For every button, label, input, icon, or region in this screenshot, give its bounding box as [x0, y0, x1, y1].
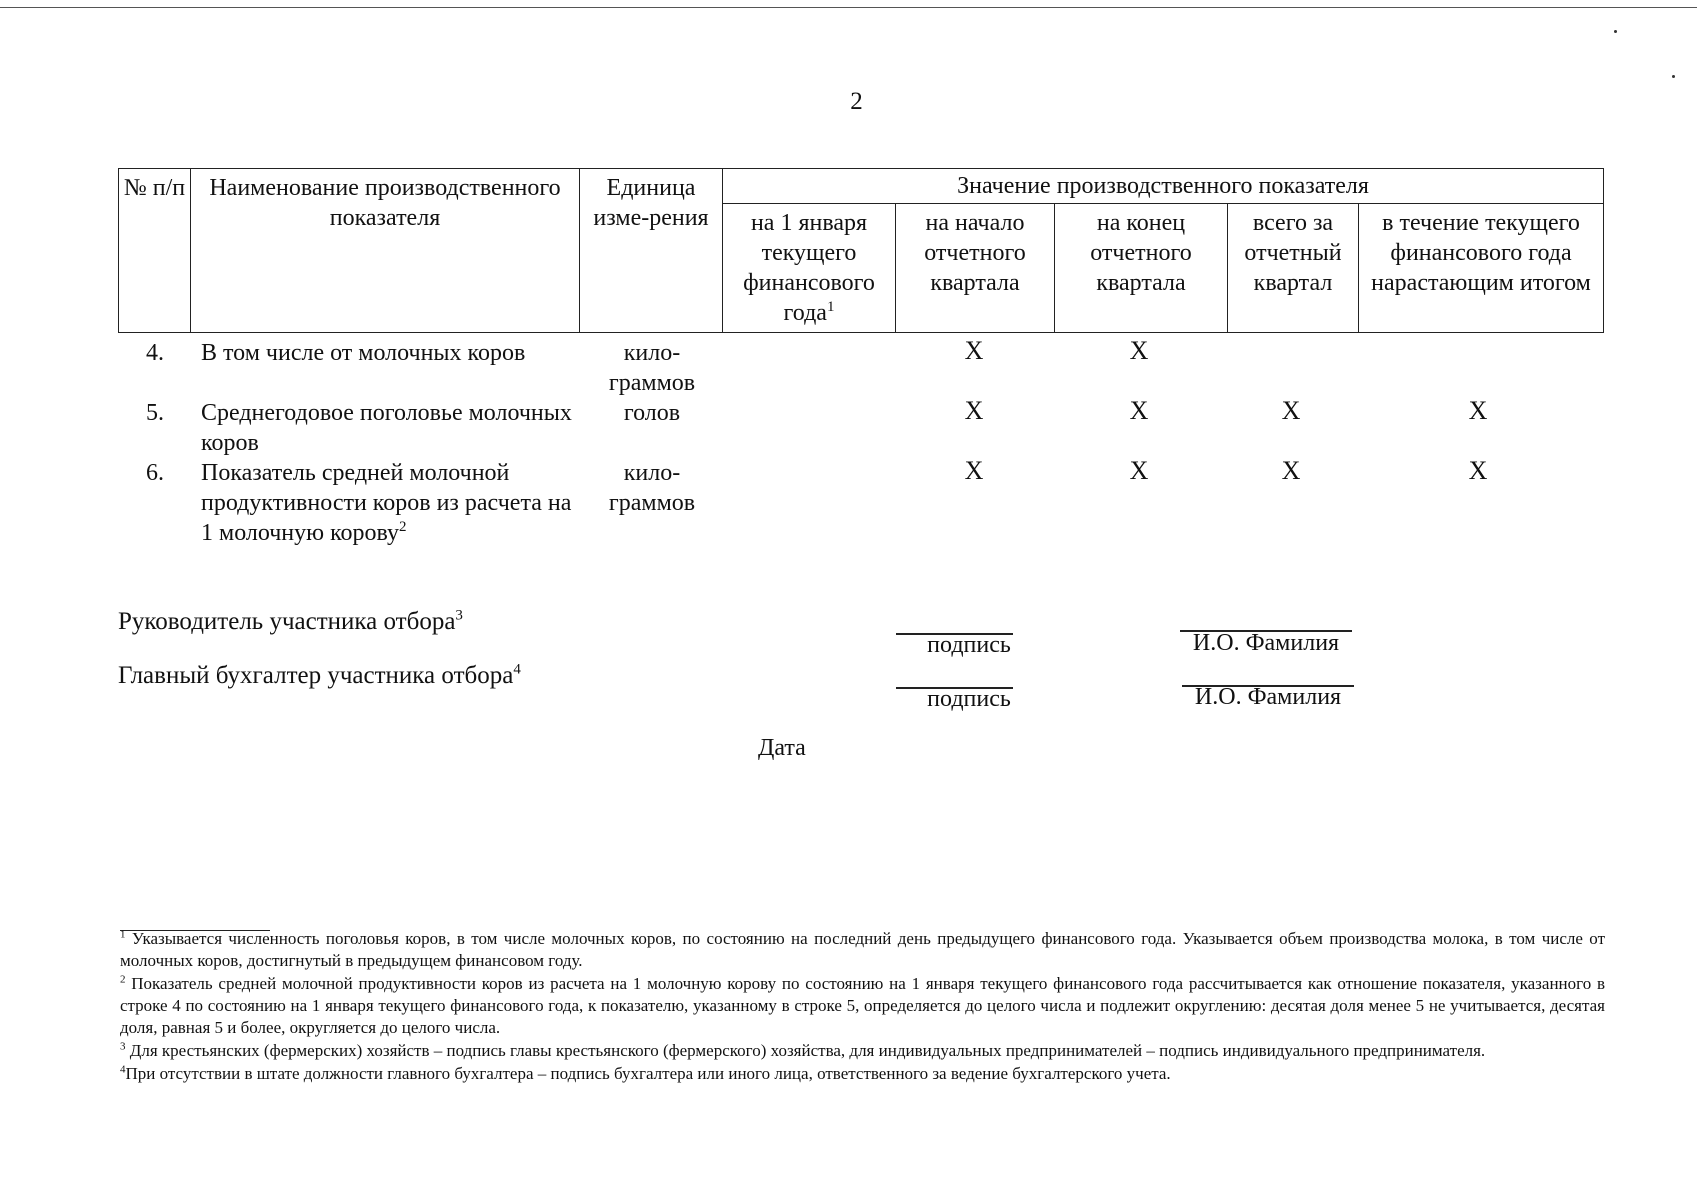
header-col-ytd: в течение текущего финансового года нарастающим итогом — [1359, 204, 1604, 333]
row-name: Показатель средней молочной продуктивности коров из расчета на 1 молочную корову$^2$ — [201, 460, 572, 546]
row-num: 5. — [146, 400, 164, 426]
head-signature-caption: подпись — [927, 632, 1011, 658]
footnotes — [120, 928, 1605, 1085]
accountant-signature-caption: подпись — [927, 686, 1011, 712]
x-mark: X — [1129, 396, 1149, 425]
x-mark: X — [1129, 456, 1149, 485]
x-mark: X — [1468, 456, 1488, 485]
head-signature-label: Руководитель участника отбора$^3$ — [118, 607, 463, 635]
page-number: 2 — [850, 88, 863, 115]
row-unit: голов — [623, 400, 681, 426]
header-unit: Единица изме-рения — [580, 169, 723, 333]
x-mark: X — [1281, 456, 1301, 485]
indicator-table-header — [118, 168, 1604, 333]
row-name: В том числе от молочных коров — [201, 340, 526, 366]
accountant-signature-label: Главный бухгалтер участника отбора$^4$ — [118, 661, 521, 689]
row-name: Среднегодовое поголовье молочных коров — [201, 400, 572, 456]
header-name: Наименование производственного показателя — [191, 169, 580, 333]
row-num: 4. — [146, 340, 164, 366]
header-col-quarter-end: на конец отчетного квартала — [1055, 204, 1228, 333]
footnote-4: $^4$При отсутствии в штате должности главного бухгалтера – подпись бухгалтера или иного лица, ответственного за ведение бухгалтерского учета. — [120, 1063, 1171, 1083]
row-num: 6. — [146, 460, 164, 486]
date-label: Дата — [758, 735, 806, 761]
header-value-group: Значение производственного показателя — [723, 169, 1604, 204]
x-mark: X — [1129, 336, 1149, 365]
scan-speck — [1614, 30, 1617, 33]
footnote-3: $^3$ Для крестьянских (фермерских) хозяйств – подпись главы крестьянского (фермерского) хозяйства, для индивидуальных предпринимателей – подпись индивидуального предпринимателя. — [120, 1040, 1486, 1060]
scan-speck — [1672, 75, 1675, 78]
footnote-1: $^1$ Указывается численность поголовья коров, в том числе молочных коров, по состоянию на последний день предыдущего финансового года. Указывается объем производства молока, в том числе от молочных коров, достигнутый в предыдущем финансовом году. — [120, 928, 1606, 970]
header-col-quarter-total: всего за отчетный квартал — [1228, 204, 1359, 333]
row-unit: кило-граммов — [608, 340, 696, 396]
header-col-jan1: на 1 января текущего финансового года$^1$ — [723, 204, 896, 333]
x-mark: X — [964, 396, 984, 425]
row-unit: кило-граммов — [608, 460, 696, 516]
header-num: № п/п — [119, 169, 191, 333]
x-mark: X — [964, 336, 984, 365]
footnote-2: $^2$ Показатель средней молочной продуктивности коров из расчета на 1 молочную корову по состоянию на 1 января текущего финансового года рассчитывается как отношение показателя, указанного в строке 4 по состоянию на 1 января текущего финансового года, к показателю, указанному в строке 5, определяется до целого числа и подлежит округлению: десятая доля менее 5 не учитывается, десятая доля, равная 5 и более, округляется до целого числа. — [120, 973, 1605, 1037]
scan-edge-line — [0, 7, 1697, 8]
x-mark: X — [964, 456, 984, 485]
head-name-caption: И.О. Фамилия — [1192, 630, 1340, 656]
accountant-name-caption: И.О. Фамилия — [1194, 684, 1342, 710]
x-mark: X — [1468, 396, 1488, 425]
header-col-quarter-start: на начало отчетного квартала — [896, 204, 1055, 333]
x-mark: X — [1281, 396, 1301, 425]
